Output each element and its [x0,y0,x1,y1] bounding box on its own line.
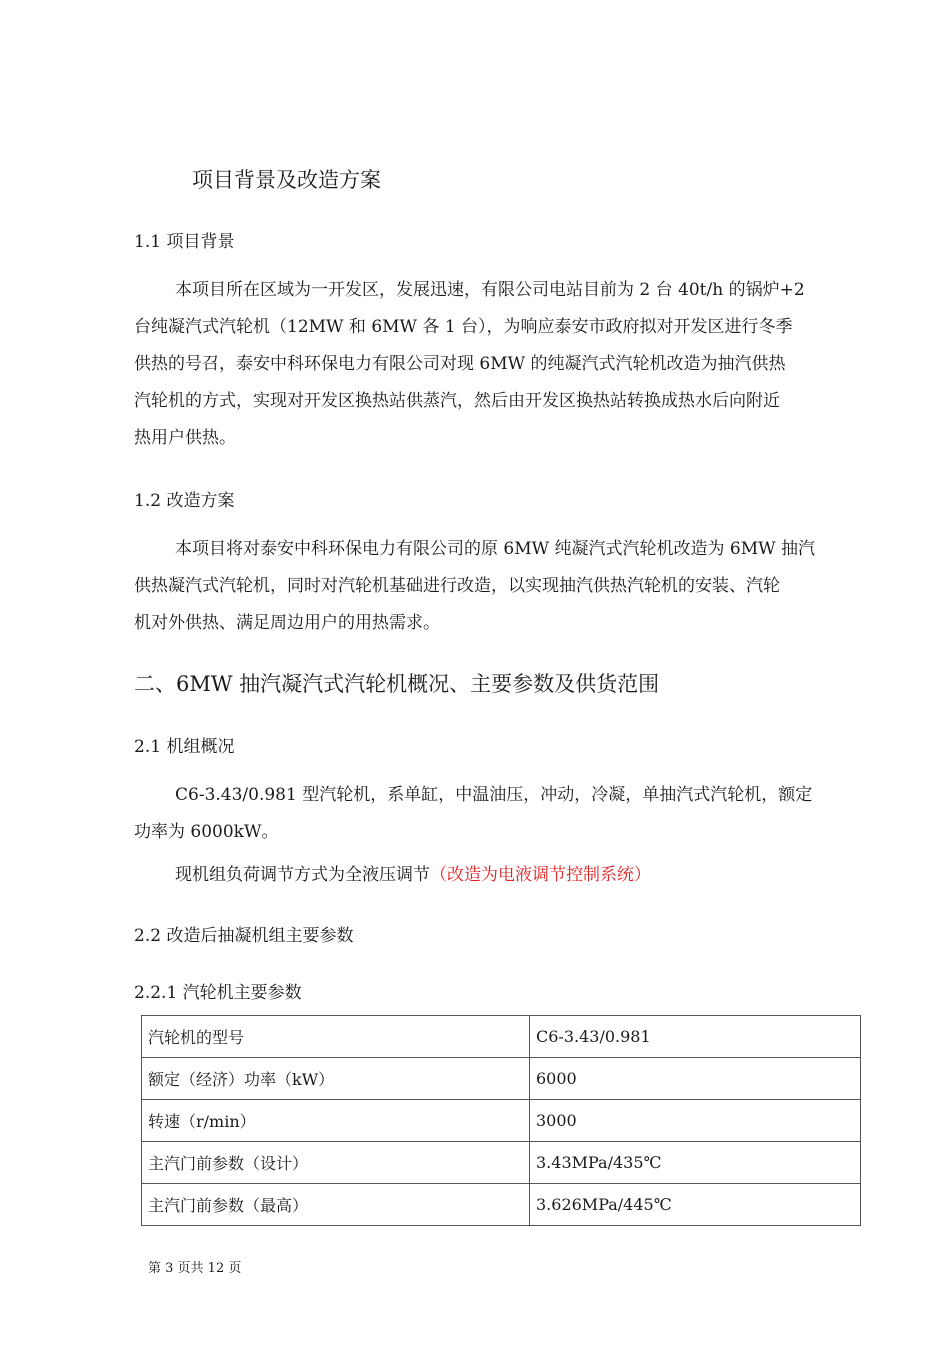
param-name: 汽轮机的型号 [142,1016,530,1058]
param-value: 3.626MPa/445℃ [530,1184,861,1226]
table-row [142,1142,861,1184]
paragraph-line: 热用户供热。 [134,428,236,448]
heading-1-1: 1.1 项目背景 [134,232,235,252]
param-name: 主汽门前参数（设计） [142,1142,530,1184]
paragraph-line: C6-3.43/0.981 型汽轮机，系单缸，中温油压，冲动，冷凝，单抽汽式汽轮机，额定 [175,785,813,805]
param-name: 转速（r/min） [142,1100,530,1142]
table-row [142,1100,861,1142]
param-value: 6000 [530,1058,861,1100]
heading-2-2-1: 2.2.1 汽轮机主要参数 [134,983,302,1003]
param-name: 主汽门前参数（最高） [142,1184,530,1226]
heading-2-1: 2.1 机组概况 [134,737,235,757]
paragraph-line: 功率为 6000kW。 [134,822,279,842]
document-title: 项目背景及改造方案 [192,168,381,192]
param-name: 额定（经济）功率（kW） [142,1058,530,1100]
heading-2-2: 2.2 改造后抽凝机组主要参数 [134,926,354,946]
page-footer: 第 3 页共 12 页 [148,1261,242,1276]
paragraph-line: 本项目所在区域为一开发区，发展迅速，有限公司电站目前为 2 台 40t/h 的锅炉+2 [175,280,805,300]
turbine-params-table [141,1015,861,1226]
paragraph-line: 机对外供热、满足周边用户的用热需求。 [134,613,440,633]
param-value: 3000 [530,1100,861,1142]
param-value: C6-3.43/0.981 [530,1016,861,1058]
regulation-text: 现机组负荷调节方式为全液压调节 [175,865,430,885]
paragraph-line: 汽轮机的方式，实现对开发区换热站供蒸汽，然后由开发区换热站转换成热水后向附近 [134,391,780,411]
paragraph-line: 台纯凝汽式汽轮机（12MW 和 6MW 各 1 台），为响应泰安市政府拟对开发区进行冬季 [134,317,793,337]
table-row [142,1058,861,1100]
paragraph-line: 供热凝汽式汽轮机，同时对汽轮机基础进行改造，以实现抽汽供热汽轮机的安装、汽轮 [134,576,780,596]
regulation-note-red: （改造为电液调节控制系统） [430,865,651,885]
table-row [142,1016,861,1058]
paragraph-line: 本项目将对泰安中科环保电力有限公司的原 6MW 纯凝汽式汽轮机改造为 6MW 抽汽 [175,539,816,559]
paragraph-line: 供热的号召，泰安中科环保电力有限公司对现 6MW 的纯凝汽式汽轮机改造为抽汽供热 [134,354,786,374]
regulation-paragraph [175,857,651,894]
heading-1-2: 1.2 改造方案 [134,491,235,511]
param-value: 3.43MPa/435℃ [530,1142,861,1184]
section-2-title: 二、6MW 抽汽凝汽式汽轮机概况、主要参数及供货范围 [134,672,660,696]
table-row [142,1184,861,1226]
